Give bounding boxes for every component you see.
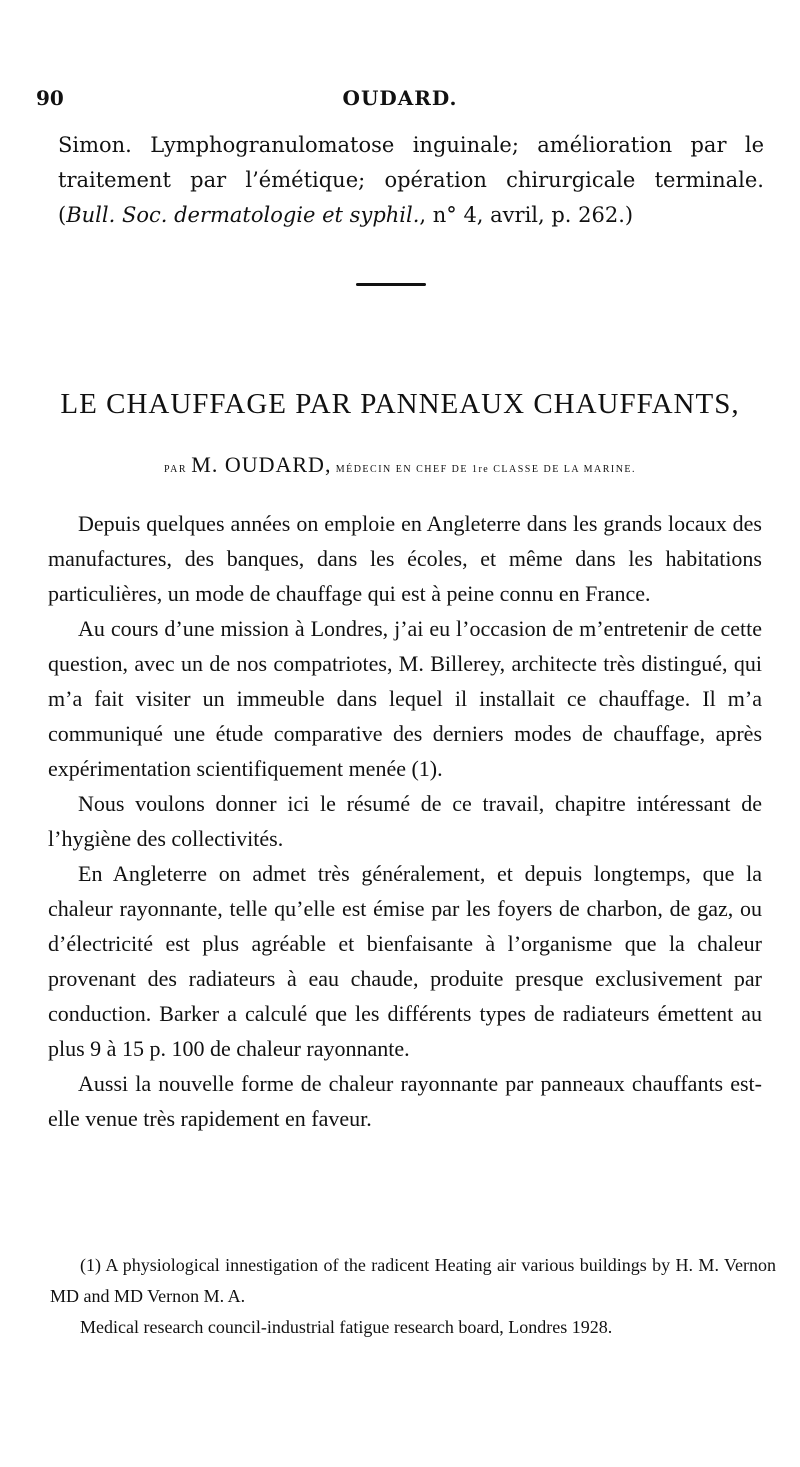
running-title: OUDARD.: [342, 86, 458, 110]
paragraph: Nous voulons donner ici le résumé de ce travail, chapitre intéressant de l’hygiène des collectivités.: [48, 791, 762, 851]
article-body: [48, 506, 762, 1136]
paragraph: Aussi la nouvelle forme de chaleur rayonnante par panneaux chauffants est-elle venue très rapidement en faveur.: [48, 1071, 762, 1131]
byline-par: PAR: [163, 464, 188, 475]
citation-text: Lymphogranulomatose inguinale; amélioration par le traitement par l’émétique; opération chirurgicale terminale.: [58, 133, 764, 192]
byline-role: MÉDECIN EN CHEF DE 1re CLASSE DE LA MARINE.: [335, 464, 637, 475]
paragraph: Au cours d’une mission à Londres, j’ai eu l’occasion de m’entretenir de cette question, avec un de nos compatriotes, M. Billerey, architecte très distingué, qui m’a fait visiter un immeuble dans lequel il installait ce chauffage. Il m’a communiqué une étude comparative des derniers modes de chauffage, après expérimentation scientifiquement menée (1).: [48, 616, 762, 781]
running-head: [0, 86, 800, 114]
citation-reference-rest: , n° 4, avril, p. 262.): [419, 203, 634, 227]
paragraph: Depuis quelques années on emploie en Angleterre dans les grands locaux des manufactures, des banques, dans les écoles, et même dans les habitations particulières, un mode de chauffage qui est à peine connu en France.: [48, 511, 762, 606]
paragraph: En Angleterre on admet très généralement, et depuis longtemps, que la chaleur rayonnante, telle qu’elle est émise par les foyers de charbon, de gaz, ou d’électricité est plus agréable et bienfaisante à l’organisme que la chaleur provenant des radiateurs à eau chaude, produite presque exclusivement par conduction. Barker a calculé que les différents types de radiateurs émettent au plus 9 à 15 p. 100 de chaleur rayonnante.: [48, 861, 762, 1061]
section-divider: [356, 283, 426, 286]
citation-author: Simon.: [58, 133, 132, 157]
page-number: 90: [36, 86, 64, 110]
byline-author: M. OUDARD,: [191, 452, 332, 477]
footnotes: [50, 1250, 776, 1343]
citation-entry: [58, 128, 764, 233]
article-title: LE CHAUFFAGE PAR PANNEAUX CHAUFFANTS,: [60, 388, 740, 420]
footnote: (1) A physiological innestigation of the radicent Heating air various buildings by H. M. Vernon MD and MD Vernon M. A.: [50, 1255, 776, 1306]
citation-reference-open: (: [58, 203, 67, 227]
footnote: Medical research council-industrial fatigue research board, Londres 1928.: [80, 1317, 613, 1337]
article-byline: [0, 452, 800, 478]
citation-journal: Bull. Soc. dermatologie et syphil.: [66, 203, 420, 227]
